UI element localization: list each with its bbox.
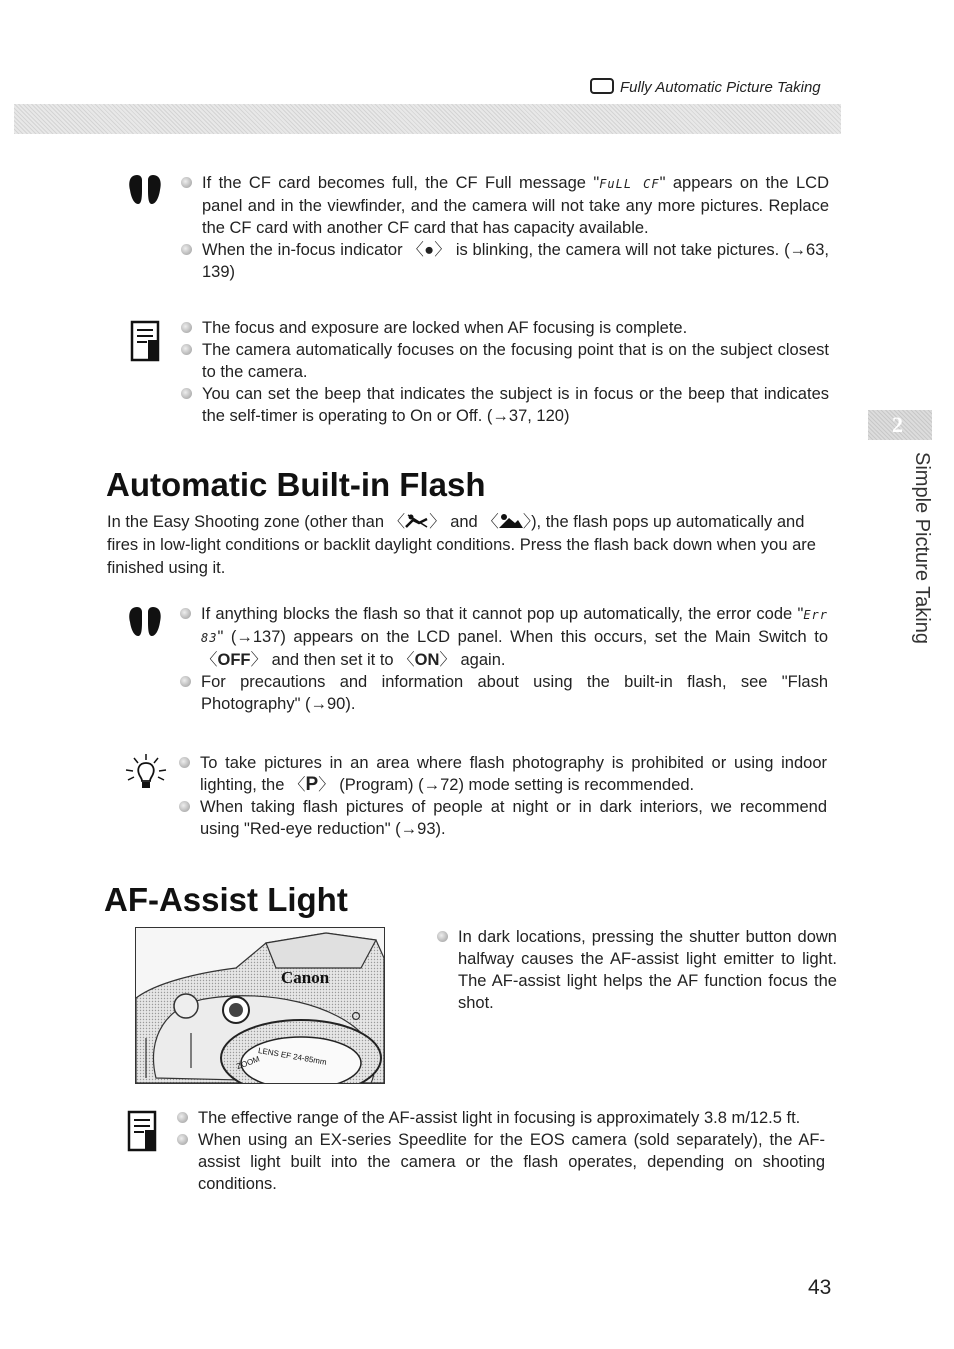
camera-brand-logo: Canon <box>281 968 330 987</box>
list-item: The effective range of the AF-assist light in focusing is approximately 3.8 m/12.5 ft. <box>198 1107 825 1129</box>
bullet-icon <box>437 931 448 942</box>
bullet-icon <box>181 388 192 399</box>
chapter-side-label: Simple Picture Taking <box>911 452 933 644</box>
list-item: When the in-focus indicator 〈●〉 is blinking, the camera will not take pictures. (→63, 139) <box>202 239 829 283</box>
list-item: When using an EX-series Speedlite for the EOS camera (sold separately), the AF-assist light built into the camera or the flash operates, depending on shooting conditions. <box>198 1129 825 1195</box>
tip-list <box>200 752 827 840</box>
list-item: In dark locations, pressing the shutter button down halfway causes the AF-assist light emitter to light. The AF-assist light helps the AF function focus the shot. <box>458 926 837 1014</box>
bullet-icon <box>181 322 192 333</box>
list-item: For precautions and information about using the built-in flash, see "Flash Photography" (→90). <box>201 671 828 715</box>
chapter-tab <box>868 410 932 440</box>
note-icon <box>130 320 160 364</box>
bullet-icon <box>177 1112 188 1123</box>
bullet-icon <box>181 344 192 355</box>
bullet-icon <box>180 608 191 619</box>
page-number: 43 <box>808 1276 832 1299</box>
list-item: To take pictures in an area where flash photography is prohibited or using indoor lighting, the 〈P〉 (Program) (→72) mode setting is recommended. <box>200 752 827 796</box>
no-flash-mode-icon <box>405 514 429 528</box>
bullet-icon <box>181 177 192 188</box>
list-item: If the CF card becomes full, the CF Full message "FuLL CF" appears on the LCD panel and in the viewfinder, and the camera will not take any more pictures. Replace the CF card with another CF card that has capacity available. <box>202 172 829 239</box>
list-item: The focus and exposure are locked when AF focusing is complete. <box>202 317 829 339</box>
camera-illustration <box>136 928 384 1083</box>
header-band <box>14 104 841 134</box>
caution-icon <box>128 605 162 639</box>
lcd-full-cf-text: FuLL CF <box>599 177 660 191</box>
lcd-error-code-text: Err 83 <box>201 608 828 645</box>
note-list-2 <box>198 1107 825 1195</box>
bullet-icon <box>180 676 191 687</box>
section-heading-flash: Automatic Built-in Flash <box>106 466 486 503</box>
bullet-icon <box>181 244 192 255</box>
note-icon <box>127 1110 157 1154</box>
lens-label-text: LENS EF 24-85mm <box>257 1045 328 1067</box>
program-mode-symbol: P <box>305 774 319 795</box>
full-auto-mode-icon <box>590 78 614 94</box>
chapter-number: 2 <box>892 412 903 437</box>
caution-list-1 <box>202 172 829 283</box>
lens-zoom-text: ZOOM <box>235 1054 261 1072</box>
running-header <box>590 78 821 96</box>
tip-lightbulb-icon <box>122 752 170 792</box>
list-item: When taking flash pictures of people at night or in dark interiors, we recommend using "Red-eye reduction" (→93). <box>200 796 827 840</box>
flash-intro: In the Easy Shooting zone (other than 〈 〉 and 〈 〉), the flash pops up automatically and fires in low-light conditions or backlit daylight conditions. Press the flash back down when you are finished using it. <box>107 513 816 577</box>
section-heading-af-assist: AF-Assist Light <box>104 881 348 918</box>
af-assist-list <box>458 926 837 1014</box>
note-list-1 <box>202 317 829 427</box>
list-item: If anything blocks the flash so that it cannot pop up automatically, the error code "Err 83" (→137) appears on the LCD panel. When this occurs, set the Main Switch to 〈OFF〉 and then set it to 〈ON〉 again. <box>201 603 828 671</box>
list-item: You can set the beep that indicates the subject is in focus or the beep that indicates the self-timer is operating to On or Off. (→37, 120) <box>202 383 829 427</box>
landscape-mode-icon <box>499 513 523 529</box>
header-title: Fully Automatic Picture Taking <box>620 79 821 96</box>
bullet-icon <box>177 1134 188 1145</box>
caution-icon <box>128 173 162 207</box>
bullet-icon <box>179 801 190 812</box>
bullet-icon <box>179 757 190 768</box>
caution-list-2 <box>201 603 828 715</box>
camera-photo <box>135 927 385 1084</box>
list-item: The camera automatically focuses on the focusing point that is on the subject closest to the camera. <box>202 339 829 383</box>
